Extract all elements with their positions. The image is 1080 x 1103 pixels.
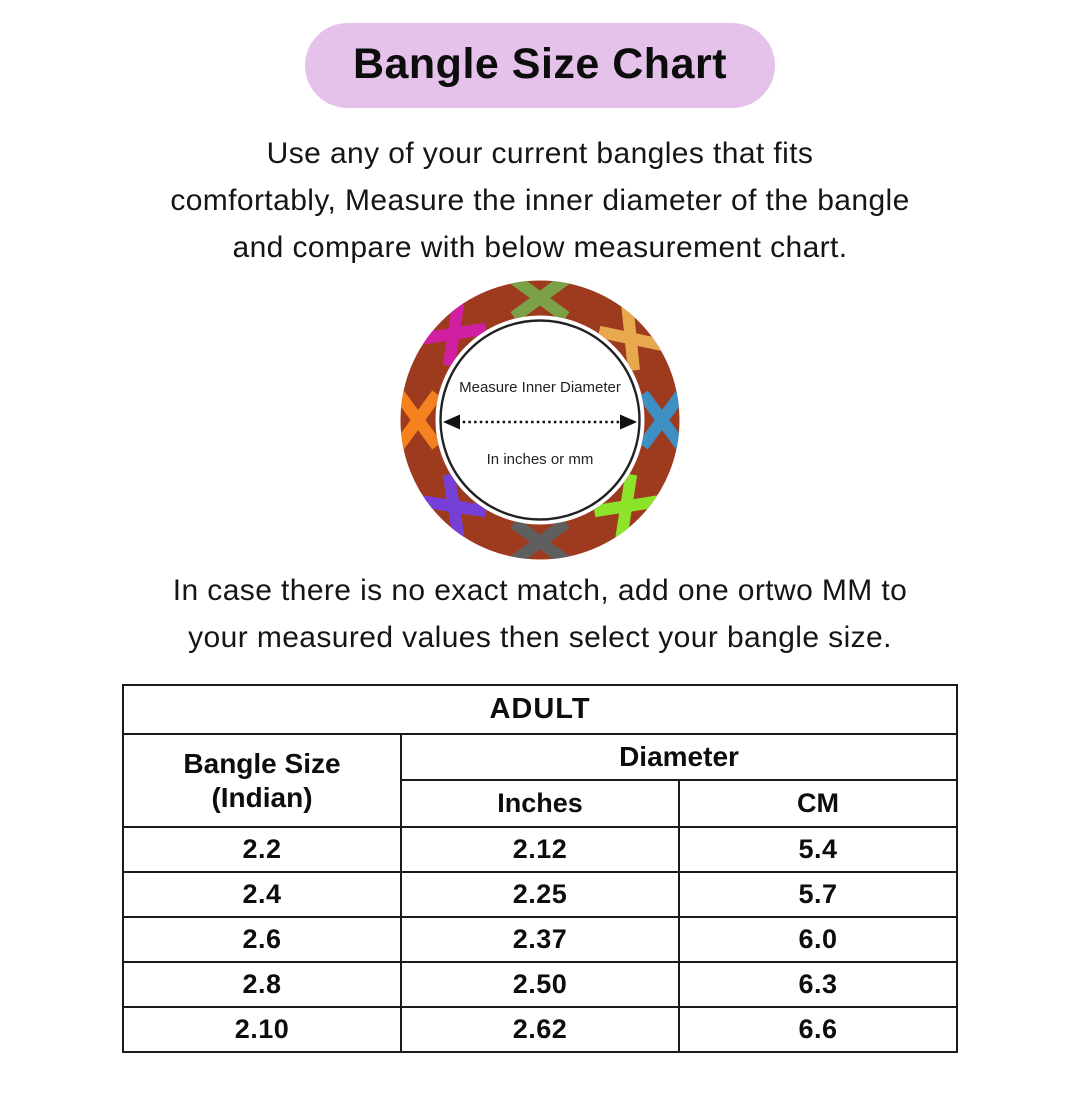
cell-cm: 5.7: [679, 872, 957, 917]
header-bangle-size-line1: Bangle Size: [183, 747, 341, 779]
cell-size: 2.2: [123, 827, 401, 872]
intro-line: and compare with below measurement chart.: [232, 231, 848, 264]
table-header-adult: ADULT: [123, 685, 957, 734]
cell-inches: 2.25: [401, 872, 679, 917]
header-inches: Inches: [401, 780, 679, 827]
cell-size: 2.6: [123, 917, 401, 962]
unit-label: In inches or mm: [486, 451, 594, 468]
cell-inches: 2.37: [401, 917, 679, 962]
title-pill: [305, 23, 775, 108]
note-line: your measured values then select your bangle size.: [188, 621, 892, 654]
cell-inches: 2.50: [401, 962, 679, 1007]
table-row: [123, 962, 957, 1007]
header-bangle-size: [123, 734, 401, 827]
table-row: [123, 1007, 957, 1052]
header-diameter: Diameter: [401, 734, 957, 780]
note-text: [0, 567, 1080, 661]
bangle-diagram: [399, 279, 681, 561]
inner-circle-outline: [441, 321, 640, 520]
intro-line: Use any of your current bangles that fits: [266, 137, 814, 170]
page-root: [0, 23, 1080, 1103]
bangle-diagram-wrap: [0, 279, 1080, 561]
cell-cm: 5.4: [679, 827, 957, 872]
header-bangle-size-line2: (Indian): [211, 781, 313, 813]
cell-cm: 6.3: [679, 962, 957, 1007]
intro-text: [0, 130, 1080, 271]
measure-label: Measure Inner Diameter: [459, 379, 621, 396]
size-table: [122, 684, 958, 1053]
page-title: Bangle Size Chart: [352, 40, 728, 88]
cell-cm: 6.6: [679, 1007, 957, 1052]
header-cm: CM: [679, 780, 957, 827]
table-row: [123, 872, 957, 917]
cell-inches: 2.12: [401, 827, 679, 872]
cell-size: 2.8: [123, 962, 401, 1007]
table-row: [123, 917, 957, 962]
cell-size: 2.10: [123, 1007, 401, 1052]
cell-size: 2.4: [123, 872, 401, 917]
cell-cm: 6.0: [679, 917, 957, 962]
note-line: In case there is no exact match, add one ortwo MM to: [172, 574, 908, 607]
intro-line: comfortably, Measure the inner diameter of the bangle: [170, 184, 910, 217]
cell-inches: 2.62: [401, 1007, 679, 1052]
table-row: [123, 827, 957, 872]
